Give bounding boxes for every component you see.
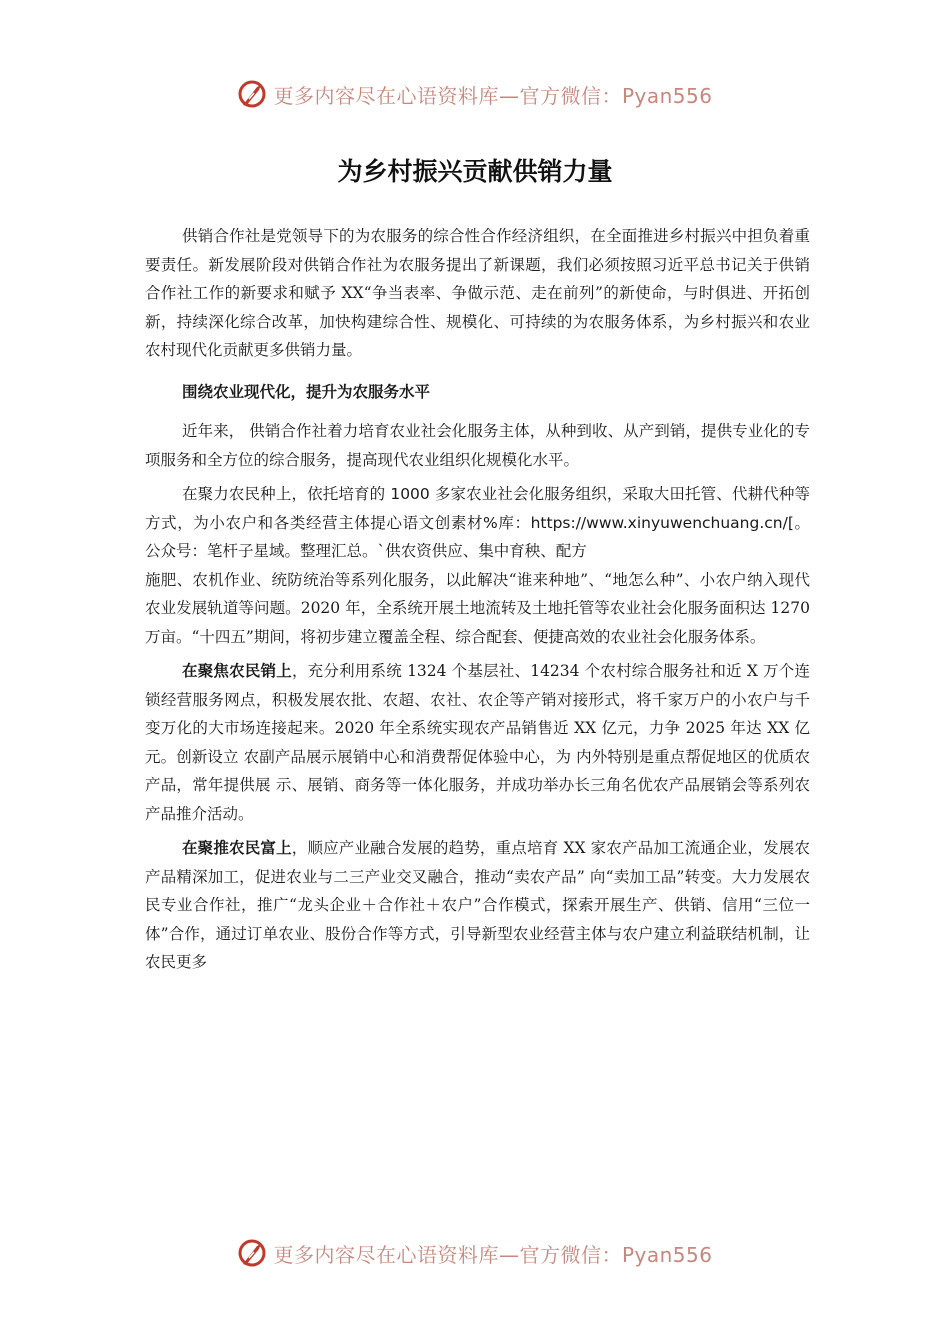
paragraph-continuation: 施肥、农机作业、统防统治等系列化服务，以此解决“谁来种地”、“地怎么种”、小农户纳入现代农业发展轨道等问题。2020 年，全系统开展土地流转及土地托管等农业社会化服务面积达 1270 万亩。“十四五”期间，将初步建立覆盖全程、综合配套、便捷高效的农业社会化服务体系。 (145, 570, 810, 646)
quill-logo-icon (237, 79, 267, 109)
footer-banner (0, 1231, 950, 1275)
paragraph (145, 834, 810, 977)
paragraph-lead: 在聚焦农民销上 (182, 662, 292, 680)
paragraph-lead: 在聚推农民富上 (182, 839, 292, 857)
paragraph (145, 657, 810, 828)
section-heading: 围绕农业现代化，提升为农服务水平 (182, 382, 431, 401)
document-body (145, 222, 810, 977)
paragraph-text: ，顺应产业融合发展的趋势，重点培育 XX 家农产品加工流通企业，发展农产品精深加工，促进农业与二三产业交叉融合，推动“卖农产品” 向“卖加工品”转变。大力发展农民专业合作社，推广“龙头企业＋合作社＋农户”合作模式，探索开展生产、供销、信用“三位一体”合作，通过订单农业、股份合作等方式，引导新型农业经营主体与农户建立利益联结机制，让农民更多 (145, 839, 810, 971)
paragraph: 近年来， 供销合作社着力培育农业社会化服务主体，从种到收、从产到销，提供专业化的专项服务和全方位的综合服务，提高现代农业组织化规模化水平。 (145, 422, 810, 469)
paragraph-text: ，充分利用系统 1324 个基层社、14234 个农村综合服务社和近 X 万个连锁经营服务网点，积极发展农批、农超、农社、农企等产销对接形式，将千家万户的小农户与千变万化的大市场连接起来。2020 年全系统实现农产品销售近 XX 亿元，力争 2025 年达 XX 亿元。创新设立 农副产品展示展销中心和消费帮促体验中心，为 内外特别是重点帮促地区的优质农产品，常年提供展 示、展销、商务等一体化服务，并成功举办长三角名优农产品展销会等系列农产品推介活动。 (145, 662, 810, 823)
banner-text: 更多内容尽在心语资料库—官方微信：Pyan556 (273, 1242, 713, 1267)
banner-text: 更多内容尽在心语资料库—官方微信：Pyan556 (273, 83, 713, 108)
header-banner (0, 72, 950, 116)
document-title: 为乡村振兴贡献供销力量 (337, 157, 613, 186)
intro-paragraph: 供销合作社是党领导下的为农服务的综合性合作经济组织，在全面推进乡村振兴中担负着重要责任。新发展阶段对供销合作社为农服务提出了新课题，我们必须按照习近平总书记关于供销合作社工作的新要求和赋予 XX“争当表率、争做示范、走在前列”的新使命，与时俱进、开拓创新，持续深化综合改革，加快构建综合性、规模化、可持续的为农服务体系，为乡村振兴和农业农村现代化贡献更多供销力量。 (145, 227, 810, 359)
paragraph-with-link: 在聚力农民种上，依托培育的 1000 多家农业社会化服务组织，采取大田托管、代耕代种等方式，为小农户和各类经营主体提心语文创素材%库：https://www.xinyuwenchuang.cn/[。公众号：笔杆子星域。整理汇总。`供农资供应、集中育秧、配方 (145, 485, 810, 560)
quill-logo-icon (237, 1238, 267, 1268)
